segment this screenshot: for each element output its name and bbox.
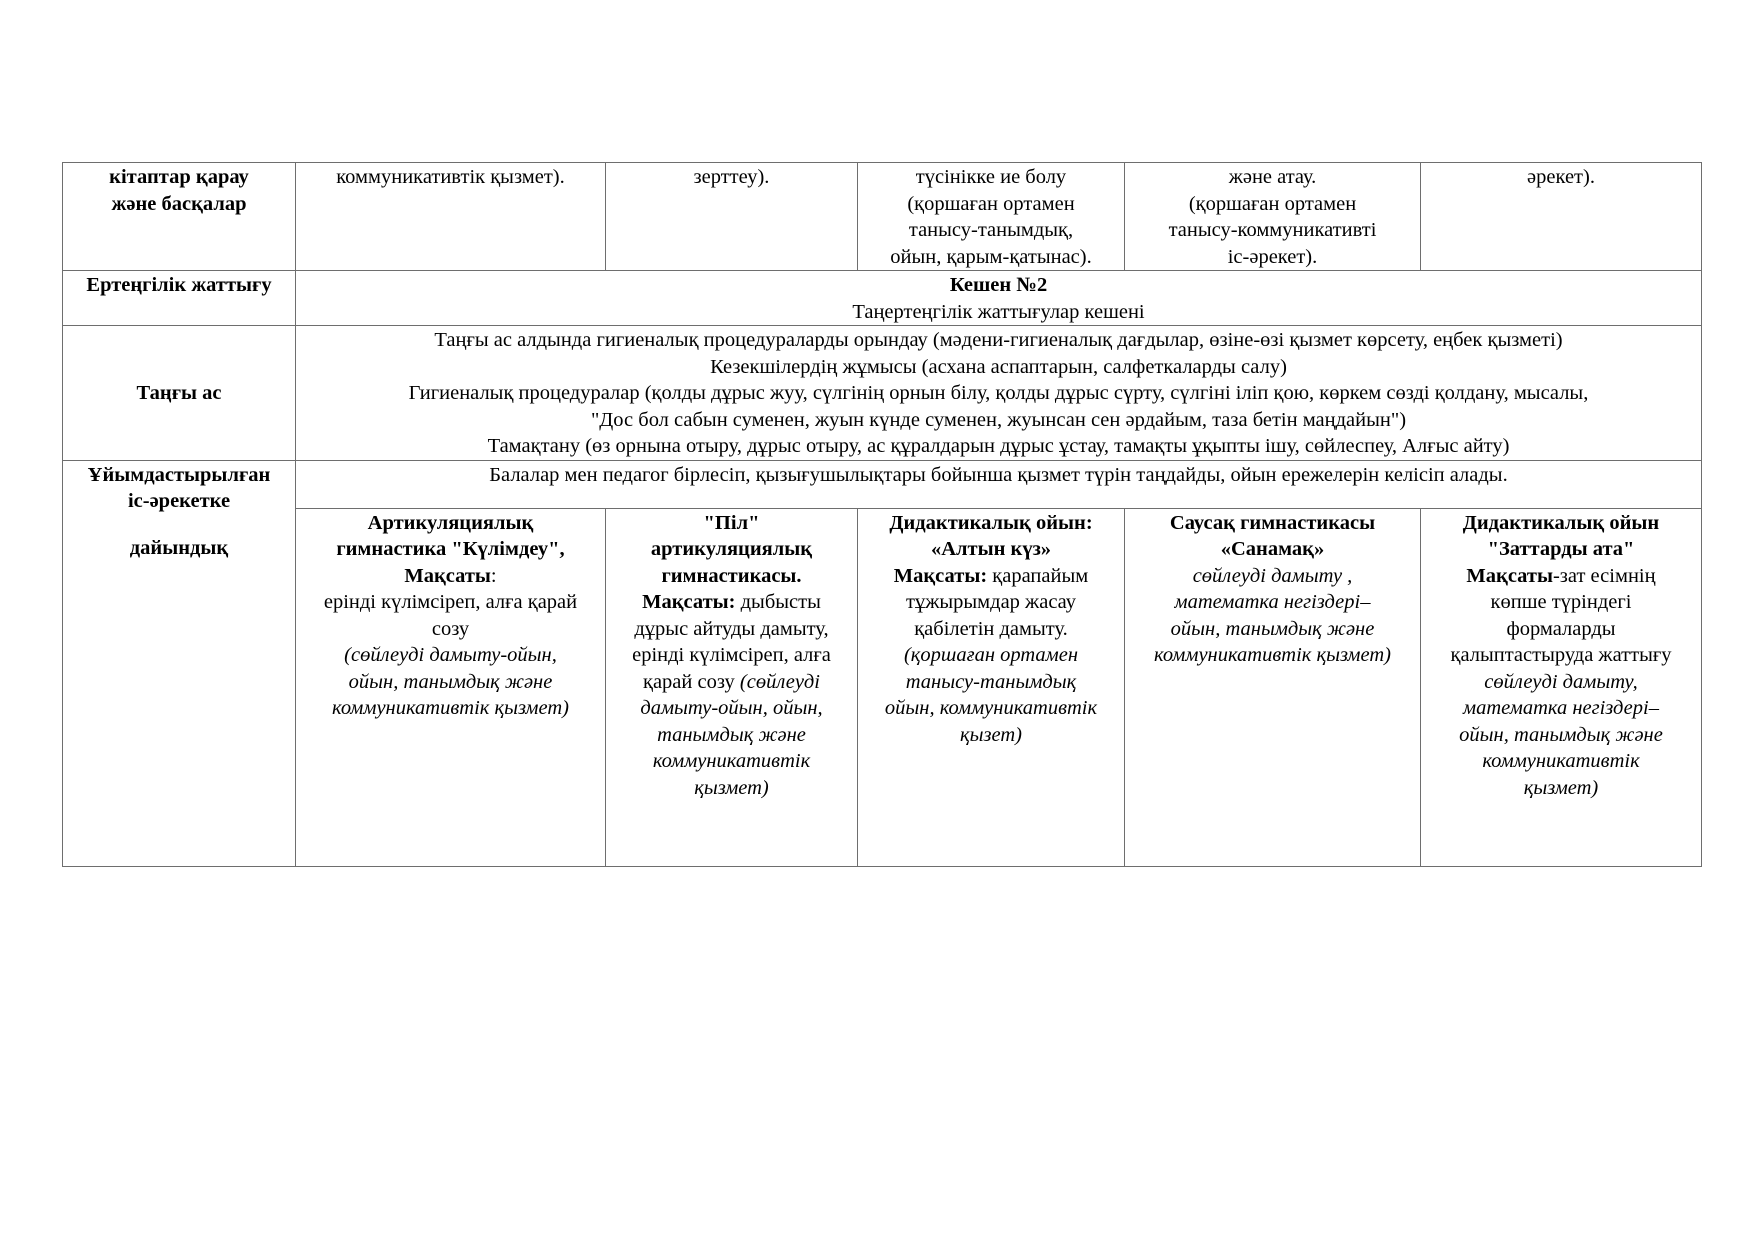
cell-col3-continuation: түсінікке ие болу (қоршаған ортамен танысу-танымдық, ойын, қарым-қатынас). xyxy=(858,163,1125,271)
cell-activity-finger-gymnastics: Саусақ гимнастикасы «Санамақ» сөйлеуді дамыту , математка негіздері– ойын, танымдық және коммуникативтік қызмет) xyxy=(1125,508,1421,866)
row-heading-morning-exercise: Ертеңгілік жаттығу xyxy=(63,271,296,326)
cell-col4-continuation: және атау. (қоршаған ортамен танысу-коммуникативті іс-әрекет). xyxy=(1125,163,1421,271)
cell-breakfast: Таңғы ас алдында гигиеналық процедураларды орындау (мәдени-гигиеналық дағдылар, өзіне-өзі қызмет көрсету, еңбек қызметі) Кезекшілердің жұмысы (асхана аспаптарын, салфеткаларды салу) Гигиеналық процедуралар (қолды дұрыс жуу, сүлгінің орнын білу, қолды дұрыс сүрту, сүлгіні іліп қою, көркем сөзді қолдану, мысалы, "Дос бол сабын суменен, жуын күнде суменен, жуынсан сен әрдайым, таза бетін маңдайын") Тамақтану (өз орнына отыру, дұрыс отыру, ас құралдарын дұрыс ұстау, тамақты ұқыпты ішу, сөйлеспеу, Алғыс айту) xyxy=(296,326,1702,461)
cell-col2-continuation: зерттеу). xyxy=(606,163,858,271)
cell-activity-golden-autumn: Дидактикалық ойын: «Алтын күз» Мақсаты: қарапайым тұжырымдар жасау қабілетін дамыту. (қоршаған ортамен танысу-танымдық ойын, коммуникативтік қызет) xyxy=(858,508,1125,866)
cell-col1-continuation: коммуникативтік қызмет). xyxy=(296,163,606,271)
cell-col5-continuation: әрекет). xyxy=(1421,163,1702,271)
row-heading-preparation: Ұйымдастырылған іс-әрекетке дайындық xyxy=(63,460,296,866)
cell-preparation-intro: Балалар мен педагог бірлесіп, қызығушылықтары бойынша қызмет түрін таңдайды, ойын ережелерін келісіп алады. xyxy=(296,460,1702,508)
complex-title: Кешен №2 xyxy=(949,274,1048,296)
row-heading-breakfast: Таңғы ас xyxy=(63,326,296,461)
cell-morning-exercise xyxy=(296,271,1702,326)
table-row-breakfast xyxy=(63,326,1702,461)
complex-subtitle: Таңертеңгілік жаттығулар кешені xyxy=(852,300,1145,323)
table-row-continuation xyxy=(63,163,1702,271)
table-row-morning-exercise xyxy=(63,271,1702,326)
table-row-preparation-intro xyxy=(63,460,1702,508)
table-row-preparation-activities xyxy=(63,508,1702,866)
cell-activity-articulation-smile: Артикуляциялық гимнастика "Күлімдеу", Мақсаты: ерінді күлімсіреп, алға қарай созу (сөйлеуді дамыту-ойын, ойын, танымдық және коммуникативтік қызмет) xyxy=(296,508,606,866)
cell-activity-elephant: "Піл" артикуляциялық гимнастикасы. Мақсаты: дыбысты дұрыс айтуды дамыту, ерінді күлімсіреп, алға қарай созу (сөйлеуді дамыту-ойын, ойын, танымдық және коммуникативтік қызмет) xyxy=(606,508,858,866)
daily-plan-table xyxy=(62,162,1702,867)
cell-activity-name: кітаптар қарау және басқалар xyxy=(63,163,296,271)
cell-activity-name-objects: Дидактикалық ойын "Заттарды ата" Мақсаты-зат есімнің көпше түріндегі формаларды қалыптастыруда жаттығу сөйлеуді дамыту, математка негіздері– ойын, танымдық және коммуникативтік қызмет) xyxy=(1421,508,1702,866)
